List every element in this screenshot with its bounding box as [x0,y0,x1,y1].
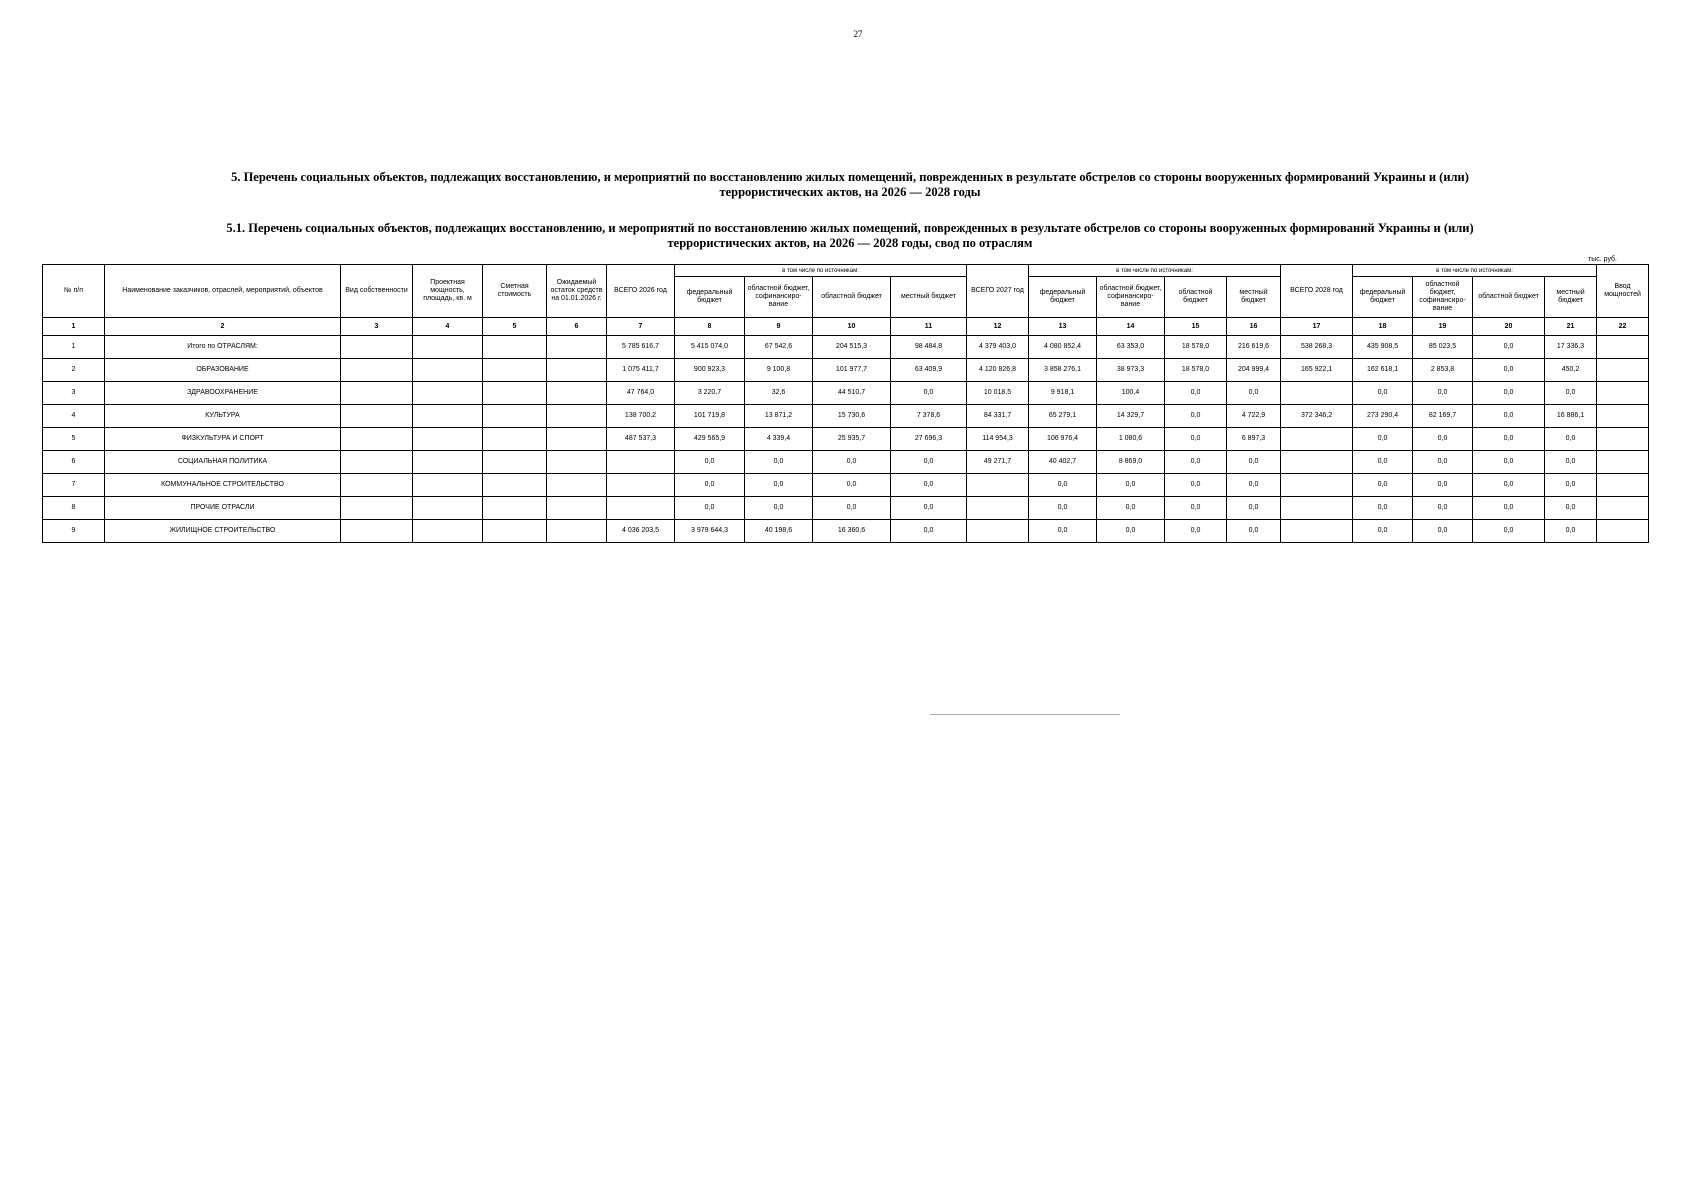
table-cell [607,497,675,520]
table-body [43,318,1649,543]
column-number-cell: 15 [1165,318,1227,336]
table-cell: 4 080 852,4 [1029,336,1097,359]
table-cell: 16 360,6 [813,520,891,543]
table-cell [607,451,675,474]
table-cell: 0,0 [1165,497,1227,520]
table-cell: 0,0 [1473,474,1545,497]
table-cell: 450,2 [1545,359,1597,382]
column-number-cell: 9 [745,318,813,336]
table-cell: 0,0 [1545,451,1597,474]
table-cell [1597,474,1649,497]
table-cell: 273 290,4 [1353,405,1413,428]
table-cell: 32,6 [745,382,813,405]
table-cell [1597,405,1649,428]
scan-artifact-line [930,714,1120,715]
row-number-cell: 5 [43,428,105,451]
table-cell: 538 268,3 [1281,336,1353,359]
table-cell [1597,428,1649,451]
table-cell: 204 999,4 [1227,359,1281,382]
table-cell: 16 886,1 [1545,405,1597,428]
row-number-cell: 8 [43,497,105,520]
table-cell [967,497,1029,520]
table-cell [413,359,483,382]
table-cell: 162 618,1 [1353,359,1413,382]
table-cell: 0,0 [1545,428,1597,451]
header-sources-2028: в том числе по источникам: [1353,265,1597,277]
table-cell: 0,0 [1353,520,1413,543]
table-cell: 0,0 [1545,520,1597,543]
column-number-cell: 14 [1097,318,1165,336]
column-number-cell: 3 [341,318,413,336]
column-numbers-row [43,318,1649,336]
table-cell: 435 908,5 [1353,336,1413,359]
header-federal-2027: федеральный бюджет [1029,277,1097,318]
table-cell: 0,0 [1227,520,1281,543]
table-cell: 0,0 [1097,497,1165,520]
table-cell [1597,359,1649,382]
column-number-cell: 6 [547,318,607,336]
row-name-cell: КОММУНАЛЬНОЕ СТРОИТЕЛЬСТВО [105,474,341,497]
row-number-cell: 2 [43,359,105,382]
table-cell: 0,0 [1097,474,1165,497]
table-cell: 65 279,1 [1029,405,1097,428]
table-cell: 0,0 [745,474,813,497]
table-cell [1597,497,1649,520]
table-cell: 0,0 [1029,497,1097,520]
table-cell: 204 515,3 [813,336,891,359]
header-commissioning: Ввод мощностей [1597,265,1649,318]
table-cell: 0,0 [1413,382,1473,405]
table-cell [547,451,607,474]
table-cell [341,428,413,451]
table-cell: 6 897,3 [1227,428,1281,451]
header-regional-2027: областной бюджет [1165,277,1227,318]
table-cell: 0,0 [1473,336,1545,359]
header-regional-2028: областной бюджет [1473,277,1545,318]
column-number-cell: 1 [43,318,105,336]
unit-label: тыс. руб. [1588,256,1617,263]
header-total-2028: ВСЕГО 2028 год [1281,265,1353,318]
table-cell: 1 080,6 [1097,428,1165,451]
subsection-heading: 5.1. Перечень социальных объектов, подлежащих восстановлению, и мероприятий по восстановлению жилых помещений, поврежденных в результате обстрелов со стороны вооруженных формирований Украины и (или) террористических актов, на 2026 — 2028 годы, свод по отраслям [226,221,1474,250]
table-cell: 18 578,0 [1165,359,1227,382]
column-number-cell: 2 [105,318,341,336]
header-remainder: Ожидаемый остаток средств на 01.01.2026 г. [547,265,607,318]
table-cell: 0,0 [1227,451,1281,474]
table-cell: 0,0 [1473,428,1545,451]
table-cell [483,474,547,497]
header-sources-2026: в том числе по источникам: [675,265,967,277]
table-cell: 0,0 [1413,497,1473,520]
header-regional-2026: областной бюджет [813,277,891,318]
table-row [43,428,1649,451]
table-cell: 0,0 [1545,474,1597,497]
table-cell: 98 484,8 [891,336,967,359]
table-cell: 27 696,3 [891,428,967,451]
table-cell: 0,0 [1353,474,1413,497]
table-cell: 38 973,3 [1097,359,1165,382]
header-total-2027: ВСЕГО 2027 год [967,265,1029,318]
table-cell: 0,0 [1473,382,1545,405]
header-federal-2028: федеральный бюджет [1353,277,1413,318]
table-cell: 14 329,7 [1097,405,1165,428]
table-cell: 84 331,7 [967,405,1029,428]
header-total-2026: ВСЕГО 2026 год [607,265,675,318]
table-cell: 5 785 616,7 [607,336,675,359]
table-cell [413,428,483,451]
section-heading: 5. Перечень социальных объектов, подлежащих восстановлению, и мероприятий по восстановлению жилых помещений, поврежденных в результате обстрелов со стороны вооруженных формирований Украины и (или) террористических актов, на 2026 — 2028 годы [231,170,1469,199]
table-cell: 114 954,3 [967,428,1029,451]
table-cell: 900 923,3 [675,359,745,382]
header-name: Наименование заказчиков, отраслей, мероприятий, объектов [105,265,341,318]
column-number-cell: 20 [1473,318,1545,336]
row-name-cell: СОЦИАЛЬНАЯ ПОЛИТИКА [105,451,341,474]
table-cell: 138 700,2 [607,405,675,428]
table-cell: 0,0 [1413,428,1473,451]
table-cell [341,382,413,405]
table-cell [341,336,413,359]
column-number-cell: 10 [813,318,891,336]
table-cell [341,359,413,382]
table-cell: 0,0 [1473,497,1545,520]
header-local-2028: местный бюджет [1545,277,1597,318]
table-cell [413,451,483,474]
table-cell [413,497,483,520]
row-name-cell: ЗДРАВООХРАНЕНИЕ [105,382,341,405]
table-cell: 101 719,8 [675,405,745,428]
table-cell [1597,520,1649,543]
table-cell: 5 415 074,0 [675,336,745,359]
table-cell: 0,0 [891,474,967,497]
header-local-2027: местный бюджет [1227,277,1281,318]
column-number-cell: 18 [1353,318,1413,336]
table-cell [547,405,607,428]
table-cell [413,336,483,359]
table-cell: 101 977,7 [813,359,891,382]
table-cell: 4 722,9 [1227,405,1281,428]
table-cell: 0,0 [1545,497,1597,520]
table-cell: 0,0 [1165,428,1227,451]
table-cell: 0,0 [1413,520,1473,543]
table-cell: 0,0 [1473,359,1545,382]
table-cell: 0,0 [1165,382,1227,405]
table-cell: 7 378,6 [891,405,967,428]
table-cell [967,520,1029,543]
table-row [43,336,1649,359]
table-cell [341,451,413,474]
row-number-cell: 7 [43,474,105,497]
table-cell: 0,0 [1413,451,1473,474]
row-number-cell: 1 [43,336,105,359]
column-number-cell: 21 [1545,318,1597,336]
table-cell: 4 379 403,0 [967,336,1029,359]
table-cell: 0,0 [675,474,745,497]
column-number-cell: 7 [607,318,675,336]
table-cell: 0,0 [675,497,745,520]
table-cell [1281,520,1353,543]
header-regional-cofin-2028: областной бюджет, софинансиро-вание [1413,277,1473,318]
table-cell [1281,474,1353,497]
table-cell: 3 979 644,3 [675,520,745,543]
table-cell [341,474,413,497]
table-cell: 0,0 [1473,405,1545,428]
table-cell: 0,0 [891,497,967,520]
table-cell [1281,382,1353,405]
table-cell [413,405,483,428]
table-cell: 0,0 [1413,474,1473,497]
row-name-cell: ОБРАЗОВАНИЕ [105,359,341,382]
row-name-cell: КУЛЬТУРА [105,405,341,428]
table-cell: 63 353,0 [1097,336,1165,359]
table-cell [483,359,547,382]
table-cell [1281,497,1353,520]
table-cell: 2 853,8 [1413,359,1473,382]
table-cell [1597,451,1649,474]
column-number-cell: 12 [967,318,1029,336]
table-cell: 15 730,6 [813,405,891,428]
table-cell: 63 409,9 [891,359,967,382]
table-cell: 0,0 [1473,520,1545,543]
table-cell [483,336,547,359]
table-cell: 3 220,7 [675,382,745,405]
column-number-cell: 19 [1413,318,1473,336]
table-cell: 0,0 [745,451,813,474]
table-cell: 0,0 [1029,520,1097,543]
table-cell [547,336,607,359]
table-cell: 0,0 [1473,451,1545,474]
table-row [43,497,1649,520]
table-cell: 0,0 [1353,382,1413,405]
row-number-cell: 9 [43,520,105,543]
table-cell: 0,0 [1029,474,1097,497]
row-number-cell: 4 [43,405,105,428]
row-number-cell: 3 [43,382,105,405]
table-cell [413,520,483,543]
table-cell: 0,0 [1227,474,1281,497]
table-cell: 106 976,4 [1029,428,1097,451]
row-name-cell: ПРОЧИЕ ОТРАСЛИ [105,497,341,520]
table-cell: 0,0 [1165,474,1227,497]
column-number-cell: 4 [413,318,483,336]
column-number-cell: 22 [1597,318,1649,336]
table-cell: 0,0 [891,520,967,543]
table-cell: 4 120 826,8 [967,359,1029,382]
table-cell: 0,0 [1165,451,1227,474]
header-regional-cofin-2026: областной бюджет, софинансиро-вание [745,277,813,318]
table-cell [967,474,1029,497]
table-cell [483,428,547,451]
column-number-cell: 11 [891,318,967,336]
table-cell: 3 858 276,1 [1029,359,1097,382]
header-local-2026: местный бюджет [891,277,967,318]
table-cell [1597,336,1649,359]
table-cell: 372 346,2 [1281,405,1353,428]
table-cell: 0,0 [1353,428,1413,451]
header-sources-2027: в том числе по источникам: [1029,265,1281,277]
table-cell: 40 198,6 [745,520,813,543]
table-cell: 85 023,5 [1413,336,1473,359]
table-cell: 82 169,7 [1413,405,1473,428]
table-cell [547,382,607,405]
page-number: 27 [853,29,863,39]
table-cell: 18 578,0 [1165,336,1227,359]
table-cell [341,497,413,520]
table-cell: 25 935,7 [813,428,891,451]
table-cell [547,359,607,382]
table-cell [1281,451,1353,474]
header-federal-2026: федеральный бюджет [675,277,745,318]
table-cell: 0,0 [1545,382,1597,405]
table-cell: 165 922,1 [1281,359,1353,382]
table-cell: 429 565,9 [675,428,745,451]
table-cell [483,405,547,428]
table-cell [483,451,547,474]
header-ownership: Вид собственности [341,265,413,318]
table-cell: 10 018,5 [967,382,1029,405]
table-cell [483,382,547,405]
column-number-cell: 16 [1227,318,1281,336]
table-cell: 4 036 203,5 [607,520,675,543]
header-estimate: Сметная стоимость [483,265,547,318]
table-cell: 0,0 [1165,405,1227,428]
table-cell [341,520,413,543]
table-cell: 47 764,0 [607,382,675,405]
table-cell: 0,0 [891,451,967,474]
table-cell [341,405,413,428]
table-cell: 0,0 [813,451,891,474]
table-row [43,359,1649,382]
table-cell: 44 510,7 [813,382,891,405]
table-cell: 1 075 411,7 [607,359,675,382]
table-cell [483,520,547,543]
header-capacity: Проектная мощность, площадь, кв. м [413,265,483,318]
table-row [43,405,1649,428]
table-row [43,474,1649,497]
table-cell [1281,428,1353,451]
table-cell: 0,0 [1227,497,1281,520]
table-cell: 216 619,6 [1227,336,1281,359]
table-cell: 0,0 [1097,520,1165,543]
table-cell: 0,0 [675,451,745,474]
table-cell [1597,382,1649,405]
table-cell: 0,0 [813,474,891,497]
table-cell [607,474,675,497]
budget-table [42,264,1649,543]
table-cell [413,474,483,497]
table-row [43,382,1649,405]
table-cell: 0,0 [1227,382,1281,405]
table-cell: 17 336,3 [1545,336,1597,359]
header-num: № п/п [43,265,105,318]
table-cell: 0,0 [1353,451,1413,474]
row-name-cell: ЖИЛИЩНОЕ СТРОИТЕЛЬСТВО [105,520,341,543]
column-number-cell: 5 [483,318,547,336]
table-cell: 4 339,4 [745,428,813,451]
table-cell [483,497,547,520]
column-number-cell: 17 [1281,318,1353,336]
table-cell [547,474,607,497]
table-cell: 49 271,7 [967,451,1029,474]
header-regional-cofin-2027: областной бюджет, софинансиро-вание [1097,277,1165,318]
table-cell: 0,0 [1165,520,1227,543]
table-cell: 9 100,8 [745,359,813,382]
column-number-cell: 8 [675,318,745,336]
table-cell: 0,0 [813,497,891,520]
table-cell: 13 871,2 [745,405,813,428]
row-name-cell: ФИЗКУЛЬТУРА И СПОРТ [105,428,341,451]
table-cell [547,520,607,543]
table-cell: 100,4 [1097,382,1165,405]
table-cell [547,497,607,520]
row-name-cell: Итого по ОТРАСЛЯМ: [105,336,341,359]
table-cell: 0,0 [891,382,967,405]
table-cell: 8 869,0 [1097,451,1165,474]
table-cell [413,382,483,405]
column-number-cell: 13 [1029,318,1097,336]
table-row [43,520,1649,543]
table-cell: 40 402,7 [1029,451,1097,474]
table-cell: 67 542,6 [745,336,813,359]
table-cell: 0,0 [1353,497,1413,520]
table-cell: 0,0 [745,497,813,520]
table-cell [547,428,607,451]
table-cell: 9 918,1 [1029,382,1097,405]
table-row [43,451,1649,474]
row-number-cell: 6 [43,451,105,474]
table-cell: 487 537,3 [607,428,675,451]
